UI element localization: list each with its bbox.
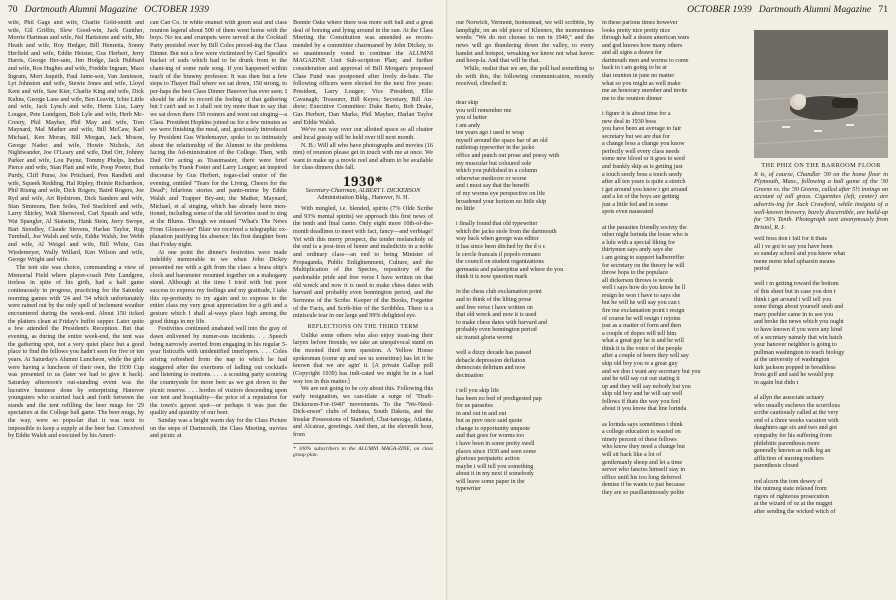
right-page [448, 0, 896, 600]
paragraph: N. B.: Will all who have photographs and movies (16 mm) of reunion please get in touch with me at once. We want to make up a movie reel and album to be available for class dinners this fall. [293, 142, 433, 172]
class-heading-1930: 1930* [343, 174, 383, 191]
photo-caption [754, 162, 888, 231]
paragraph: We are not going to be coy about this. Following this early resignation, we can-tilate a surge of "Draft-Dickerson-For-1940" movements. To the "We-Need-Dick-erson" clubs of Indiana, South Dakota, and the Insular Possessions of Stamford, Chat-tanooga, Atlanta, and Alcatraz, greetings. And then, at the eleventh hour, from [293, 386, 433, 439]
paragraph: The tent site was choice, commanding a view of Memorial Field where player-coach Pete Lundgren, tireless in spite of his girth, had a half game continuously in progress, practicing for the Saturday morning games with '24 and '34 which unfortunately were rained out by the only spell of inclement weather encountered during the week-end. About 150 ticked the platters clean at Friday's buffet supper. Later quite a few attended the President's Reception. But that evening, as during the entire week-end, the tent was the gathering spot, not a very quiet place but a good place to find the fellows you hadn't seen for five or ten years. At Saturday's Alumni Luncheon, while the girls were having a luncheon of their own, the 1930 Cup was presented to us (later we had to give it back). Saturday afternoon's out-standing event was the lucrative business done by enterprising Hanover youngsters who scurried back and forth between the stands and the tent refilling the beer mugs for '29 spectators at the College ball game. The beer mugs, by the way, were so popu-lar that it was next to impossible to keep a supply at the beer bar. Conceived by Eddie Walsh and executed by his Ameri- [8, 265, 144, 440]
paragraph: Unlike some others who also enjoy toast-ing their larynx before fireside, we take an unequivocal stand on the mooted third term question. A Yellow House spokesman (come up and see us sometime) has let it be known that we are agin' it. [A private Gallup poll (Copyright 1939) has indi-cated we might be in a bad way too in this matter.] [293, 332, 433, 385]
paragraph: At one point the dinner's festivities were made indelibly memorable to we when John Dickey presented me with a gift from the class: a brass ship's clock and barometer mounted together on a mahogany stand. Although at the time I tried with but poor success to express my feelings and my gratitude, I take this op-portunity to try again and to express to the entire class my very great appreciation for a gift and a gesture which I shall al-ways place high among the good things in my life. [150, 249, 287, 325]
left-column-3 [293, 20, 433, 598]
right-page-number: 71 [878, 4, 888, 15]
caption-text: It is, of course, Chandler '30 on the home floor in Plymouth, Mass., following a ball game of the '30 Greens vs. the '30 Greens, called after 5½ innings on account of tall grass. Cigarettes (left, center) are advertis-ing for Jack Crawford, while insignia of a well-known brewery, barely discernible, are build-up for '30's Tenth. Photograph sent anonymously from Bristol, R. I. [754, 170, 888, 231]
paragraph: Bonnie Oaks where there was more soft ball and a great deal of horsing and lying around in the sun. At the Class Meeting the Constitution was amended as recom-mended by a committee chairmaned by John Dickey, to so unanimously voted to continue the ALUMNI MAGAZINE Unit Sub-scription Plan; and further consideration and approval of Bill Morgan's proposed Class Fund was postponed after lively de-bate. The following officers were elected for the next five years: President, Larry Lougee; Vice President, Ellie Cavanagh; Treasurer, Bill Keyes; Secretary, Bill An-drew; Executive Committee: Duke Barto, Bob Drake, Gus Herbert, Dan Marks, Phil Mayher, Harlan Taylor and Eddie Walsh. [293, 20, 433, 126]
left-magazine-title: Dartmouth Alumni Magazine [24, 4, 138, 15]
right-magazine-title: Dartmouth Alumni Magazine [758, 4, 872, 15]
paragraph: While, realist that we are, the poll had something to do with this, the following communication, recently received, clinched it: [456, 65, 594, 88]
left-issue-date: OCTOBER 1939 [144, 4, 209, 15]
paragraph: Sunday was a bright warm day for the Class Picture on the steps of Dartmouth, the Class Meeting, movies and picnic at [150, 418, 287, 440]
left-page-number: 70 [8, 4, 18, 15]
right-column-2-poem: in these parlous times however looks pretty nice pretty nice through half a dozen american wars and god knows how many others and all signs a drawn for dartmouth men and worms to come back to i am going to be at that reunion in june no matter what so you might as well make me an honorary member and invite me to the reunion dinner i figure it is about time for a new deal in 1930 boss you have been an average to fair secretary but we are due for a change boss a change you know perfectly well every class needs some new blood or it goes to seed and frankly skip as is getting just a touch seedy boss a touch seedy after all ten years is quite a stretch i get around you know i get around and a lot of the boys are getting just a little fed and in some spots even nauseated at the parasites friendly society the other night lorinda the louse who is a lulu with a special liking for thirtymen says andy says she i am going to support halberreffer for secretary on the theory he will throw hops to the populace all dickerson throws is words well i says how do you know he ll resign he won t have to says she but he will he will say you can t fire me exclamation point i resign of course he will resign i rejoins just as a matter of form and then a couple of dopes will tell him what a great guy he is and he will think it is the voice of the people after a couple of beers they will say skip old boy you re a great guy and we don t want any secretary but you and he will say cut out stating it up and they will say nobody but you skip old boy and he will say well fellows if thats the way you feel about it you know that line lorinda as lorinda says sometimes i think a college education is wasted on ninety percent of these fellows who know they need a change but will sit back like a lot of gentlemanly sheep and let a time server who fancies himself stay in office until his too long deferred demise if he wants to just because they are so pusillanimously polite [602, 20, 701, 496]
right-column-3-poem: well boss don t fall for it thats all i ve got to say you have been so sunday school and you know what mene mene tekel upharsin means period well i m getting toward the bottom of this sheet but in case you don t think i get around i will tell you some things about yourself snub and mary poehler came in to see you and broke the news which you ought to have known if you were any kind of a secretary namely that win hatch your hanover neighbor is going to pullman washington to teach biology at the university of washington kirk jackson popped in breathless from golf and said he would pop in again but didn t al allyn the associate actuary who usually eschews the scurrilous scribe cautiously called at the very end of a three weeks vacation with daughters age six and two and got sympathy for his suffering from philebitis parenthesis more generally known as milk leg an affliction of nursing mothers parenthesis closed red alcorn the tom dewey of the nutmeg state relaxed from rigors of righteous prosecution at the wizard of oz at the nugget after sending the wicked witch of [754, 236, 846, 515]
paragraph: With mingled, i.e. blended, spirits (7% Olde Scribe and 93% mental spirits) we approach this first news of the tenth and final canto. Only eight more 10th-of-the-month deadlines to meet with fact, fancy—and verbiage! Yet with this merry prospect, the tender melancholy of the end is a posi-tion of honor and maledictio in a noble and ordinary class—an end to being Minister of Propaganda, Public Enlightenment, Culture, and the Multiplication of the Species, repository of the pardonable pride and free verse I have written on that old wreck and now it is used to make chess dates with harvard and probably even bennington period, and the Sermons of the Scribe. Keeper of the Books, Forgetter of the Facts, and Scrib-bler of the Scribbles. There is a miniscule tear in our large and 99% delighted eye. [293, 206, 433, 320]
left-column-2 [150, 20, 287, 598]
paragraph: wife, Phil Gage and wife, Charlie Gold-smith and wife, Gil Griffin, Slew Good-win, Jack Gunther, Morrie Hartman and wife, Nel Hartstone and wife, Mo Heath and wife, Roy Hedger, Bill Henretta, Sonny Herfield and wife, Eddie Heister, Gus Herbert, Jerry Harris, George Her-sam, Jim Hodge, Jack Hubbard and wife, Ros Hughes and wife, Freddie Ingram, Mace Ingram, Mort Jaquith, Paul Jame-son, Van Jamieson, Lyt Johnston and wife, Stewie Jones and wife, Lloyd Kent and wife, Saw Kier, Charlie King and wife, Dick Kuhns, George Lane and wife, Ben Leavitt, Ichie Little and wife, Jack Lynch and wife, Herm Liss, Larry Lougee, Pete Lundgren, Bob Lyle and wife, Herb Mc-Creery, Phil Mayher, Phil May and wife, Tom Maynard, Mal Mather and wife, Bill McCaw, Karl Michael, Ken Moran, Bill Morgan, Jack Moson, George Nador and wife, Howie Nichols, Art Nightwander, Joe O'Leary and wife, Dud Orr, Johnny Parker and wife, Lou Payne, Tommy Phelps, Inches Pierce and wife, Stan Platt and wife, Poop Poeter, Bud Purdy, Cliff Purse, Joe Pritchard, Pres Randlett and wife, Squeek Redding, Hal Ripley, Heinie Richardson, Phil Rising and wife, Dick Rogers, Baird Rogers, Joe Ryd and wife, Art Rydstrom, Dick Sanders and wife, Stan Simmons, Ben Soles, Ted Stackford and wife, Larry Shirley, Walt Sherwood, Carl Speath and wife, Wat Spangler, Al Statsetts, Hank Stein, Jerry Swope, Bart Stoodley, Claude Stevens, Harlan Taylor, Rog Turnbull, Joe Walsh and wife, Eddie Walsh, Joe Webb and wife, Al Weigel and wife, Bill White, Gus Wiedemeyer, Wally Willard, Ken Wilson and wife, George Wright and wife. [8, 20, 144, 264]
right-page-header [687, 4, 888, 15]
caption-title: THE PHIZ ON THE BARROOM FLOOR [761, 162, 881, 169]
left-column-1 [8, 20, 144, 598]
left-page-header [8, 4, 209, 15]
class-address: Administration Bldg., Hanover, N. H. [317, 195, 409, 202]
photo-image [754, 30, 888, 158]
paragraph: can Can Co. in white enamel with green seal and class reunion legend about 500 of them went home with the boys. No tea and crumpets were served at the Cocktail Party presided over by Bill Coles preced-ing the Class Dinner. But not a few were victimized by Carl Speath's bucket of suds which had to be drunk from to the chant-ing of some rude song. If you happened within reach of the brawny professor. It was then but a few steps to Thayer Hall where we sat down, 150 strong, to per-haps the best Class Dinner Hanover has ever seen. I should be able to record the feeling of that gathering but I can't and so I shall not try more than to say that we sat down there 150 reuners and went out singing—a Class. President Hopkins joined us for a few minutes as we were finishing the meal, and, graciously introduced by President Gus Wiedemayer, spoke to us intimately about the relationship of the Alumni to the problems facing the Ad-ministration of the College. Then, with Dud Orr acting as Toastmaster, there were brief remarks by Frank Foster and Larry Lougee; an inspired discourse by Gus Herbert, togas-clad orator of the evening, entitled "Tears for the Living, Cheers for the Dead"; hilarious stories and panto-mime by Eddie Walsh and Trapper Bry-ant; the Mather, Maynard, Michael, et al singing, which has already been men-tioned, including some of the old favorites used to sing at the Blums. Though we missed "What's The News From Glouces-ter" Blair we received a telegraphic ex-planation justifying his absence: his first daughter born that Friday night. [150, 20, 287, 249]
right-issue-date: OCTOBER 1939 [687, 4, 752, 15]
barroom-floor-photo [754, 30, 888, 158]
right-column-1-prose [456, 20, 594, 96]
paragraph: We've run way over our allotted space so all chatter and local gossip will be held over till next month. [293, 127, 433, 141]
paragraph: our Norwich, Vermont, homestead, we will scribble, by lamplight, on an old piece of Kleenex, the momentous words: "We do not choose to run in 1940," and the news will go thundering down the valley, to every hamlet and hotspot, wreaking we know not what havoc and hoop-la. And that will be that. [456, 20, 594, 65]
footnote: * 100% subscribers to the ALUMNI MAGA-ZINE, on class group plan. [293, 443, 433, 459]
class-secretary: Secretary-Chairman, ALBERT I. DICKERSON [305, 187, 421, 194]
section-subheading: REFLECTIONS ON THE THIRD TERM [307, 323, 419, 330]
paragraph: Festivities continued unabated well into the gray of dawn enlivened by numer-ous incidents. . . .Speech being narrowly averted from engaging in his regular 5-year fisticuffs with unidentified interlopers. . . . Coles arising refreshed from the nap to which he had staggered after the exertions of ladling out cocktails and listening to orations. . . . a scouting party scouring the countryside for more beer as we got down to the picnic reserve. . . . hordes of visitors descending upon our tent and hospitality—the price of a reputation for the town's gayest spot—or perhaps it was just the quality and quantity of our beer. [150, 326, 287, 417]
right-column-1-poem: dear skip you will remember me you ol better i am andy ten years ago i used to wrap myself around the space bar of an old rattletrap typewriter in the jacko office and punch out prose and poesy with my muscular but coloured sole which you published in a column otherwise mediocre or worse and i must say that the benefit of my worms eye perspective on life broadened your horizon no little skip no little i finally found that old typewriter which the jacko stole from the dartmouth way back when george was editor it has since been ditched by the d o c le cercle francais il popolo romano the council on student organizations germania and palaeopitus and where do you think it is now question mark in the chess club exclamation point and to think of the lilting prose and free verse i have written on that old wreck and now it is used to make chess dates with harvard and probably even bennington period sic transit gloria wormi well a dizzy decade has passed debacle depression deflation democrats delirium and now decimation i tell you skip life has been no bed of predigested pap for us parasites in and out in and out but as prev once said quote change is opportunity unquote and that goes for worms too i have been in some pretty swell places since 1930 and seen some glorious peripatetic action maybe i will tell you something about it in my next if somebody will leave some paper in the typewriter [456, 100, 564, 493]
